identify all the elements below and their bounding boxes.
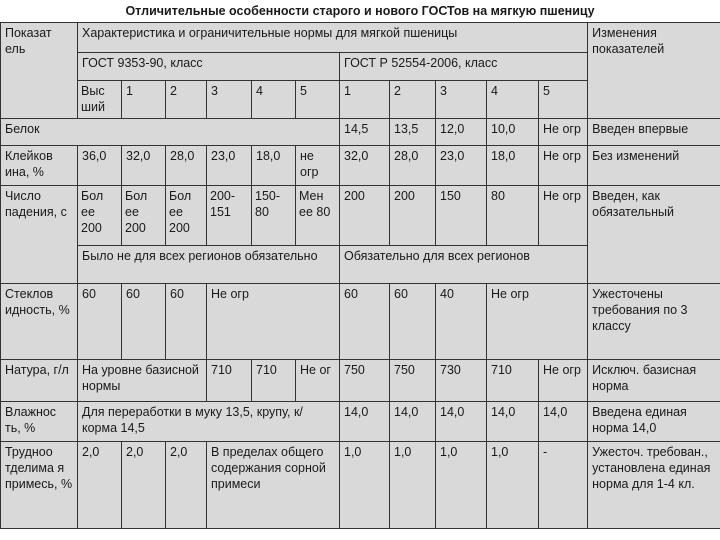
table-cell: 40 (436, 284, 487, 360)
table-cell: 710 (207, 360, 252, 402)
changes-header: Изменения показателей (588, 23, 720, 119)
note-cell: Было не для всех регионов обязательно (78, 246, 340, 284)
old-class-header: 3 (207, 81, 252, 119)
table-cell: Бол ее 200 (122, 186, 166, 246)
norms-header: Характеристика и ограничительные нормы для мягкой пшеницы (78, 23, 588, 53)
table-cell: Не огр (539, 360, 588, 402)
table-cell: 14,0 (340, 402, 390, 442)
old-class-header: Выс ший (78, 81, 122, 119)
table-cell: 200 (390, 186, 436, 246)
table-cell: 32,0 (122, 146, 166, 186)
row-label: Клейков ина, % (1, 146, 78, 186)
table-cell: 200 (340, 186, 390, 246)
table-cell: Для переработки в муку 13,5, крупу, к/корма 14,5 (78, 402, 340, 442)
table-cell: 10,0 (487, 119, 539, 146)
table-cell: 1,0 (436, 442, 487, 529)
row-label: Белок (1, 119, 340, 146)
table-cell: 14,5 (340, 119, 390, 146)
table-cell: 1,0 (390, 442, 436, 529)
row-label: Трудноо тделима я примесь, % (1, 442, 78, 529)
table-cell: 200-151 (207, 186, 252, 246)
table-cell: 36,0 (78, 146, 122, 186)
old-class-header: 1 (122, 81, 166, 119)
change-cell: Введена единая норма 14,0 (588, 402, 720, 442)
change-cell: Введен впервые (588, 119, 720, 146)
table-cell: 60 (340, 284, 390, 360)
table-cell: 14,0 (436, 402, 487, 442)
change-cell: Ужесточ. требован., установлена единая норма для 1-4 кл. (588, 442, 720, 529)
table-cell: 18,0 (252, 146, 296, 186)
indicator-header: Показат ель (1, 23, 78, 119)
gost-comparison-table (0, 22, 720, 529)
table-cell: Не ог (296, 360, 340, 402)
table-cell: Не огр (539, 186, 588, 246)
new-class-header: 3 (436, 81, 487, 119)
change-cell: Ужесточены требования по 3 классу (588, 284, 720, 360)
table-cell: 28,0 (166, 146, 207, 186)
new-class-header: 4 (487, 81, 539, 119)
change-cell: Исключ. базисная норма (588, 360, 720, 402)
table-cell: 710 (487, 360, 539, 402)
table-cell: Не огр (539, 146, 588, 186)
table-cell: 750 (390, 360, 436, 402)
old-class-header: 2 (166, 81, 207, 119)
table-cell: 2,0 (78, 442, 122, 529)
row-label: Число падения, с (1, 186, 78, 284)
table-cell: 710 (252, 360, 296, 402)
table-cell: 2,0 (166, 442, 207, 529)
row-label: Стеклов идность, % (1, 284, 78, 360)
old-class-header: 4 (252, 81, 296, 119)
change-cell: Без изменений (588, 146, 720, 186)
table-cell: 1,0 (487, 442, 539, 529)
note-cell: Обязательно для всех регионов (340, 246, 588, 284)
table-cell: Не огр (207, 284, 340, 360)
table-cell: 18,0 (487, 146, 539, 186)
table-cell: Не огр (539, 119, 588, 146)
gost-old-header: ГОСТ 9353-90, класс (78, 53, 340, 81)
old-class-header: 5 (296, 81, 340, 119)
table-cell: 14,0 (390, 402, 436, 442)
table-cell: 23,0 (436, 146, 487, 186)
table-cell: Бол ее 200 (78, 186, 122, 246)
table-cell: 80 (487, 186, 539, 246)
table-cell: 60 (122, 284, 166, 360)
page-title: Отличительные особенности старого и нового ГОСТов на мягкую пшеницу (125, 4, 595, 18)
table-cell: не огр (296, 146, 340, 186)
table-cell: 12,0 (436, 119, 487, 146)
table-cell: 14,0 (487, 402, 539, 442)
table-cell: 13,5 (390, 119, 436, 146)
table-cell: 14,0 (539, 402, 588, 442)
table-cell: 730 (436, 360, 487, 402)
table-cell: 750 (340, 360, 390, 402)
row-label: Влажнос ть, % (1, 402, 78, 442)
table-cell: 2,0 (122, 442, 166, 529)
table-cell: 60 (166, 284, 207, 360)
table-cell: 32,0 (340, 146, 390, 186)
new-class-header: 1 (340, 81, 390, 119)
table-cell: 150-80 (252, 186, 296, 246)
table-cell: В пределах общего содержания сорной примеси (207, 442, 340, 529)
table-cell: 60 (390, 284, 436, 360)
row-label: Натура, г/л (1, 360, 78, 402)
table-cell: 1,0 (340, 442, 390, 529)
table-cell: 28,0 (390, 146, 436, 186)
table-cell: 60 (78, 284, 122, 360)
gost-new-header: ГОСТ Р 52554-2006, класс (340, 53, 588, 81)
table-cell: На уровне базисной нормы (78, 360, 207, 402)
change-cell: Введен, как обязательный (588, 186, 720, 284)
table-cell: 23,0 (207, 146, 252, 186)
table-cell: Бол ее 200 (166, 186, 207, 246)
table-cell: Мен ее 80 (296, 186, 340, 246)
table-cell: Не огр (487, 284, 588, 360)
table-cell: 150 (436, 186, 487, 246)
new-class-header: 5 (539, 81, 588, 119)
new-class-header: 2 (390, 81, 436, 119)
table-cell: - (539, 442, 588, 529)
